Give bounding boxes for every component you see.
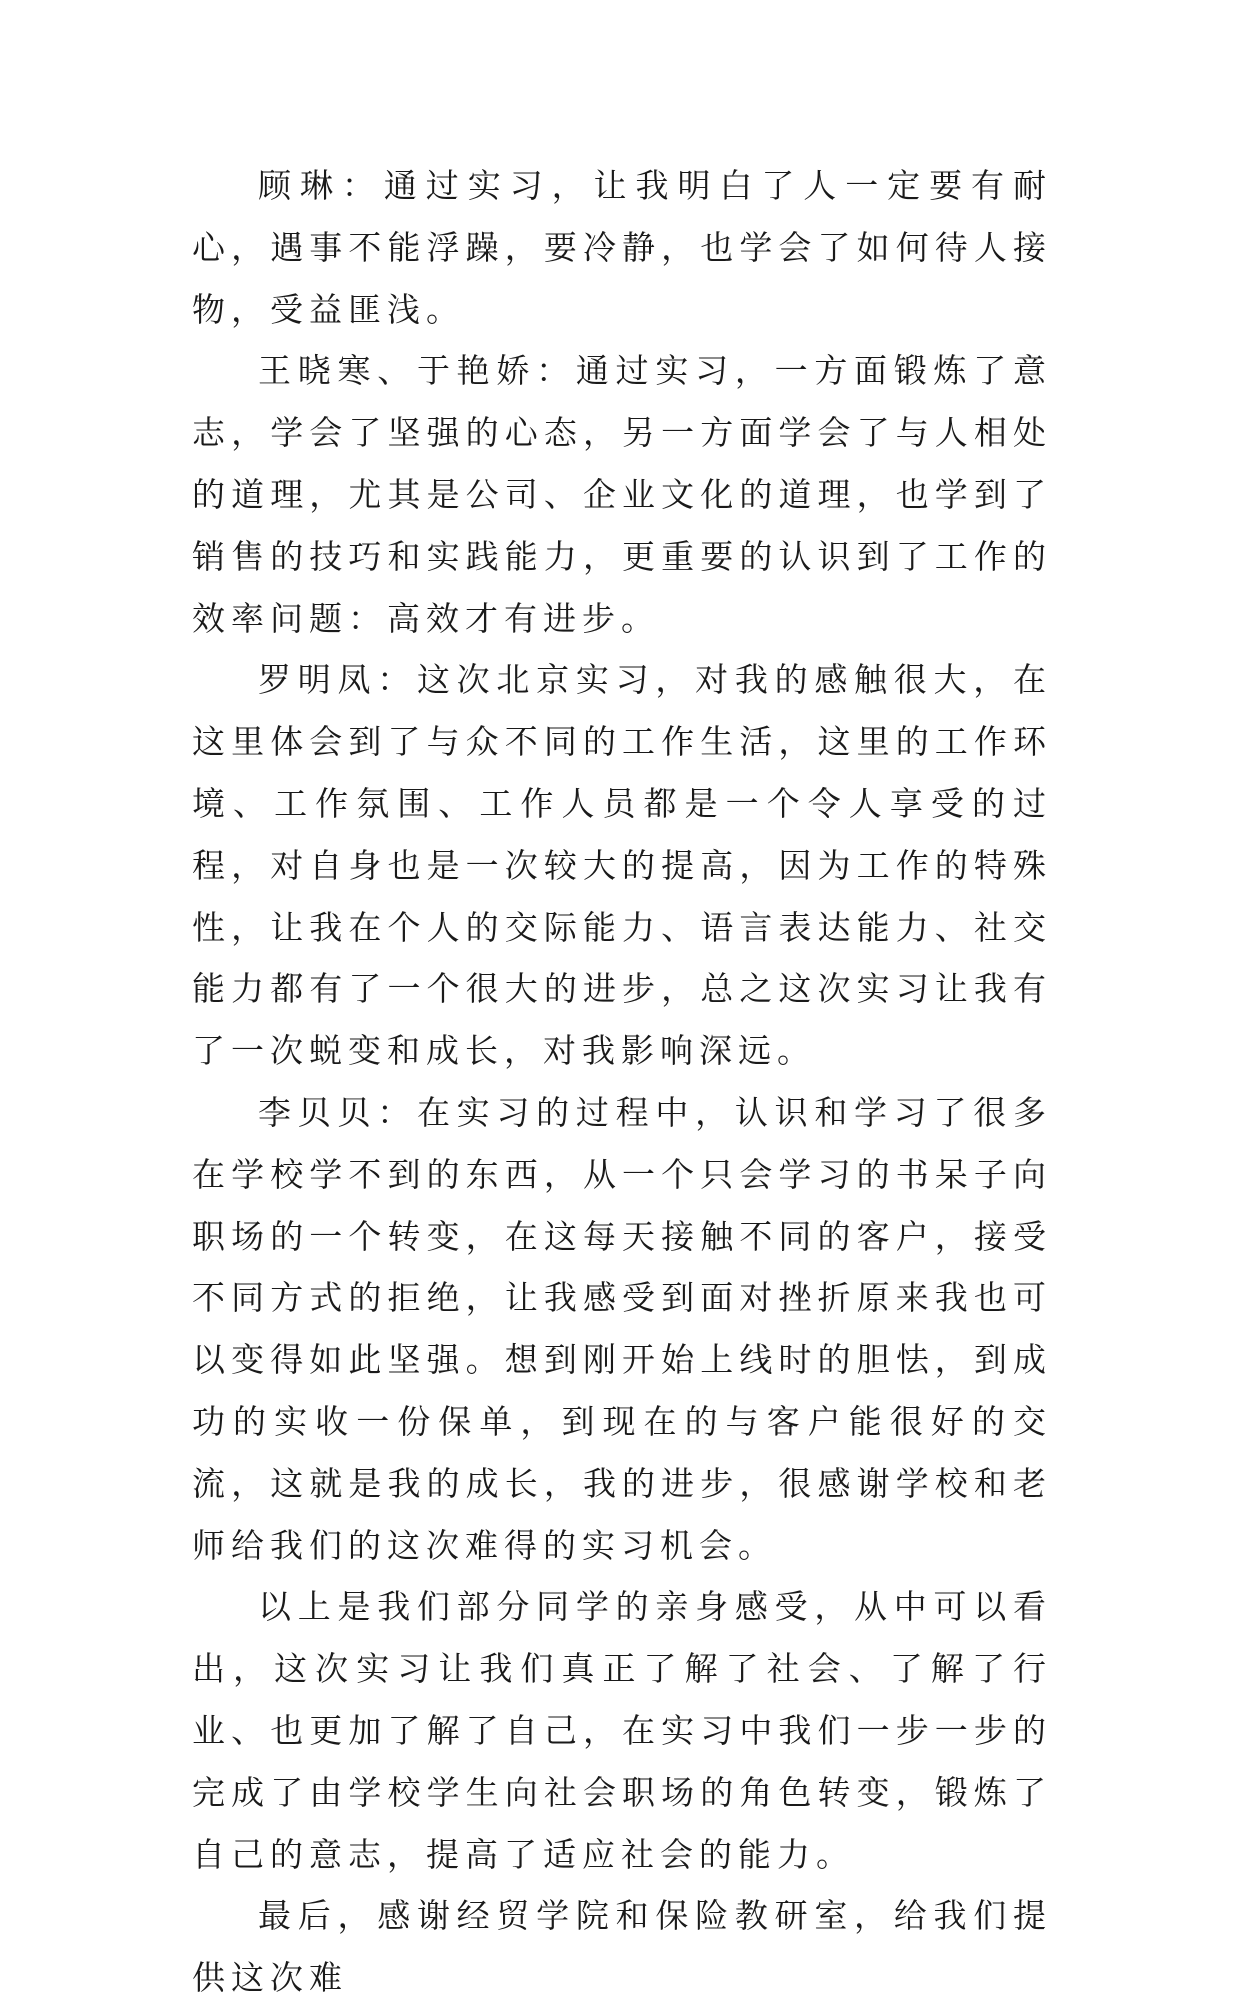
paragraph-summary: 以上是我们部分同学的亲身感受，从中可以看出，这次实习让我们真正了解了社会、了解了行业、也更加了解了自己，在实习中我们一步一步的完成了由学校学生向社会职场的角色转变，锻炼了自己的意志，提高了适应社会的能力。 xyxy=(192,1587,1052,1874)
document-body xyxy=(192,155,1052,2009)
paragraph-li-beibei: 李贝贝：在实习的过程中，认识和学习了很多在学校学不到的东西，从一个只会学习的书呆子向职场的一个转变，在这每天接触不同的客户，接受不同方式的拒绝，让我感受到面对挫折原来我也可以变得如此坚强。想到刚开始上线时的胆怯，到成功的实收一份保单，到现在的与客户能很好的交流，这就是我的成长，我的进步，很感谢学校和老师给我们的这次难得的实习机会。 xyxy=(192,1092,1052,1565)
paragraph-luo-mingfeng: 罗明凤：这次北京实习，对我的感触很大，在这里体会到了与众不同的工作生活，这里的工作环境、工作氛围、工作人员都是一个令人享受的过程，对自身也是一次较大的提高，因为工作的特殊性，让我在个人的交际能力、语言表达能力、社交能力都有了一个很大的进步，总之这次实习让我有了一次蜕变和成长，对我影响深远。 xyxy=(192,660,1052,1071)
paragraph-gu-lin: 顾琳：通过实习，让我明白了人一定要有耐心，遇事不能浮躁，要冷静，也学会了如何待人接物，受益匪浅。 xyxy=(192,166,1052,329)
paragraph-closing: 最后，感谢经贸学院和保险教研室，给我们提供这次难 xyxy=(192,1896,1052,1998)
paragraph-wang-yu: 王晓寒、于艳娇：通过实习，一方面锻炼了意志，学会了坚强的心态，另一方面学会了与人相处的道理，尤其是公司、企业文化的道理，也学到了销售的技巧和实践能力，更重要的认识到了工作的效率问题：高效才有进步。 xyxy=(192,351,1052,638)
